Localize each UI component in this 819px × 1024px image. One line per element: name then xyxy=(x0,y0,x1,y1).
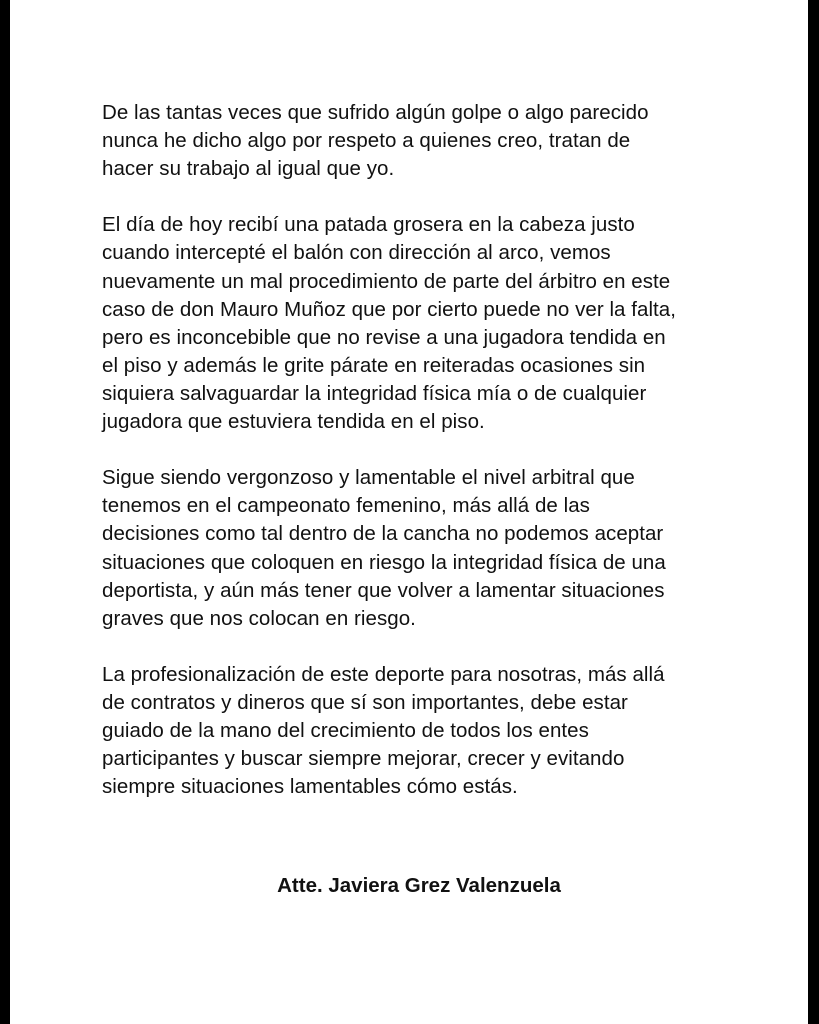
text-line: cuando intercepté el balón con dirección al arco, vemos xyxy=(102,241,611,265)
text-line: nuevamente un mal procedimiento de parte del árbitro en este xyxy=(102,269,671,293)
text-line: de contratos y dineros que sí son importantes, debe estar xyxy=(102,690,628,714)
text-line: decisiones como tal dentro de la cancha no podemos aceptar xyxy=(102,522,664,546)
text-line: jugadora que estuviera tendida en el piso. xyxy=(102,410,485,434)
text-line: hacer su trabajo al igual que yo. xyxy=(102,157,395,181)
text-line: graves que nos colocan en riesgo. xyxy=(102,606,416,630)
text-line: tenemos en el campeonato femenino, más allá de las xyxy=(102,494,590,518)
text-line: siquiera salvaguardar la integridad física mía o de cualquier xyxy=(102,381,647,405)
text-line: La profesionalización de este deporte para nosotras, más allá xyxy=(102,662,665,686)
text-line: guiado de la mano del crecimiento de todos los entes xyxy=(102,719,589,743)
text-line: El día de hoy recibí una patada grosera en la cabeza justo xyxy=(102,213,635,237)
paragraph-3 xyxy=(102,464,722,633)
text-line: Sigue siendo vergonzoso y lamentable el nivel arbitral que xyxy=(102,466,635,490)
letter-body xyxy=(102,99,722,829)
paragraph-1 xyxy=(102,99,722,183)
paragraph-2 xyxy=(102,211,722,436)
text-line: pero es inconcebible que no revise a una jugadora tendida en xyxy=(102,325,666,349)
text-line: nunca he dicho algo por respeto a quienes creo, tratan de xyxy=(102,129,631,153)
text-line: deportista, y aún más tener que volver a lamentar situaciones xyxy=(102,578,665,602)
text-line: participantes y buscar siempre mejorar, crecer y evitando xyxy=(102,747,625,771)
text-line: De las tantas veces que sufrido algún golpe o algo parecido xyxy=(102,101,649,124)
text-line: el piso y además le grite párate en reiteradas ocasiones sin xyxy=(102,353,646,377)
paragraph-4 xyxy=(102,661,722,801)
text-line: siempre situaciones lamentables cómo estás. xyxy=(102,775,518,799)
letter-page xyxy=(10,0,808,1024)
text-line: caso de don Mauro Muñoz que por cierto puede no ver la falta, xyxy=(102,297,676,321)
text-line: situaciones que coloquen en riesgo la integridad física de una xyxy=(102,550,666,574)
signature: Atte. Javiera Grez Valenzuela xyxy=(277,874,561,897)
